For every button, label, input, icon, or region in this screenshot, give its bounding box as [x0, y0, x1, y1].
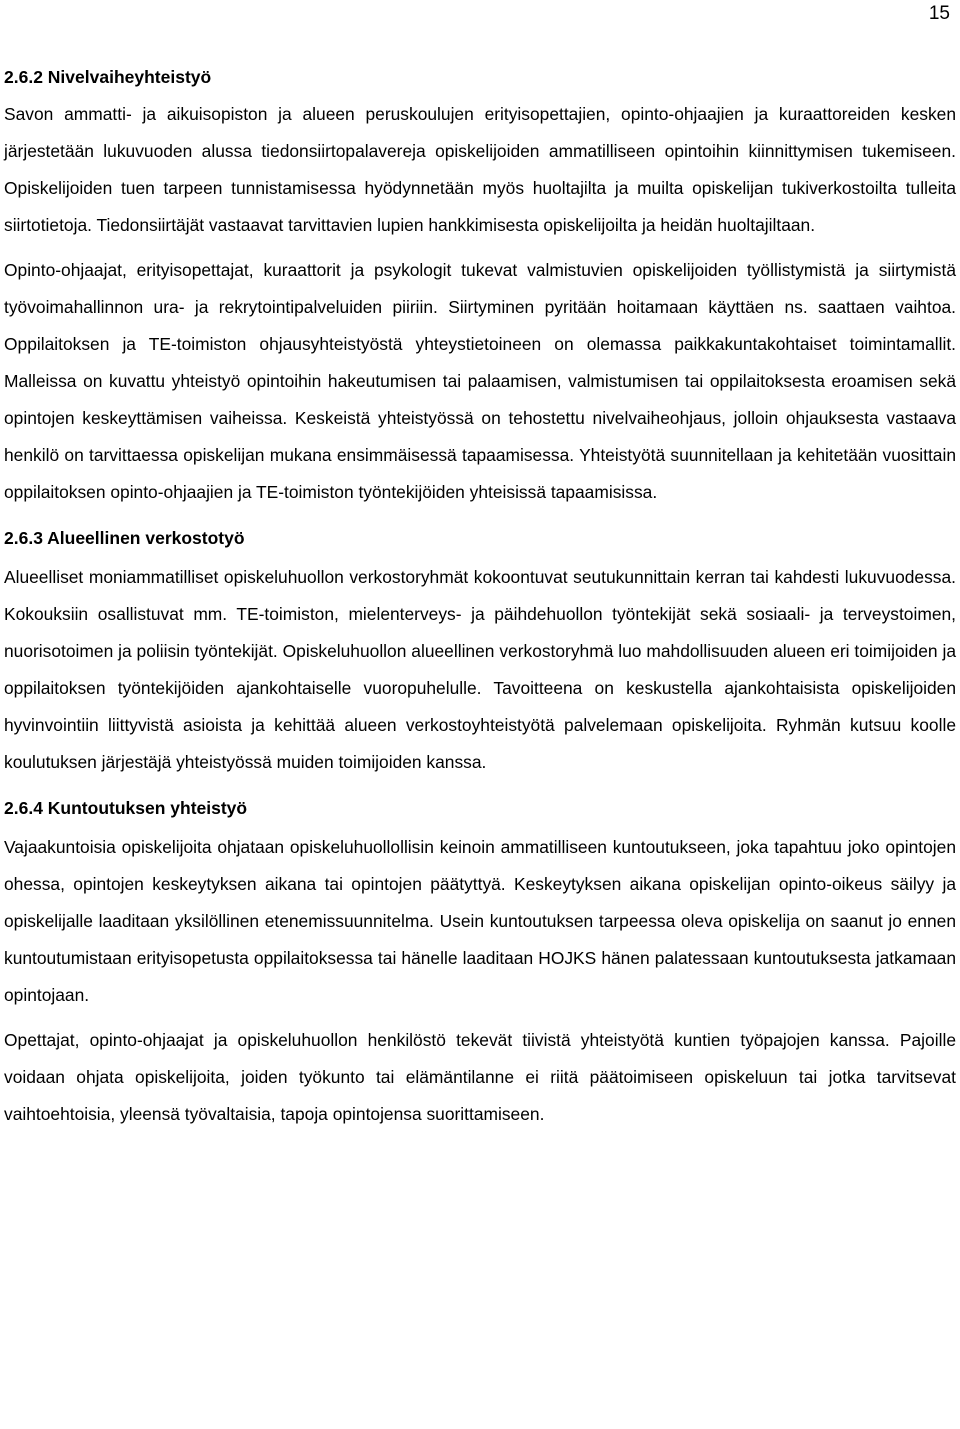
paragraph: Opettajat, opinto-ohjaajat ja opiskeluhuollon henkilöstö tekevät tiivistä yhteistyötä kuntien työpajojen kanssa. Pajoille voidaan ohjata opiskelijoita, joiden työkunto tai elämäntilanne ei riitä päätoimiseen opiskeluun tai jotka tarvitsevat vaihtoehtoisia, yleensä työvaltaisia, tapoja opintojensa suorittamiseen. — [4, 1030, 956, 1124]
section-2-6-2 — [4, 62, 956, 511]
section-heading-2-6-4: 2.6.4 Kuntoutuksen yhteistyö — [4, 798, 248, 818]
section-2-6-4 — [4, 793, 956, 1133]
section-2-6-3 — [4, 523, 956, 781]
section-heading-2-6-2: 2.6.2 Nivelvaiheyhteistyö — [4, 67, 212, 87]
paragraph: Vajaakuntoisia opiskelijoita ohjataan opiskeluhuollollisin keinoin ammatilliseen kuntoutukseen, joka tapahtuu joko opintojen ohessa, opintojen keskeytyksen aikana tai opintojen päätyttyä. Keskeytyksen aikana opiskelijan opinto-oikeus säilyy ja opiskelijalle laaditaan yksilöllinen etenemissuunnitelma. Usein kuntoutuksen tarpeessa oleva opiskelija on saanut jo ennen kuntoutumistaan erityisopetusta oppilaitoksessa tai hänelle laaditaan HOJKS hänen palatessaan kuntoutuksesta jatkamaan opintojaan. — [4, 837, 956, 1005]
paragraph: Opinto-ohjaajat, erityisopettajat, kuraattorit ja psykologit tukevat valmistuvien opiskelijoiden työllistymistä ja siirtymistä työvoimahallinnon ura- ja rekrytointipalveluiden piiriin. Siirtyminen pyritään hoitamaan käyttäen ns. saattaen vaihtoa. Oppilaitoksen ja TE-toimiston ohjausyhteistyöstä yhteystietoineen on olemassa paikkakuntakohtaiset toimintamallit. Malleissa on kuvattu yhteistyö opintoihin hakeutumisen tai palaamisen, valmistumisen tai oppilaitoksesta eroamisen sekä opintojen keskeyttämisen vaiheissa. Keskeistä yhteistyössä on tehostettu nivelvaiheohjaus, jolloin ohjauksesta vastaava henkilö on tarvittaessa opiskelijan mukana ensimmäisessä tapaamisessa. Yhteistyötä suunnitellaan ja kehitetään vuosittain oppilaitoksen opinto-ohjaajien ja TE-toimiston työntekijöiden yhteisissä tapaamisissa. — [4, 260, 956, 502]
paragraph: Savon ammatti- ja aikuisopiston ja alueen peruskoulujen erityisopettajien, opinto-ohjaajien ja kuraattoreiden kesken järjestetään lukuvuoden alussa tiedonsiirtopalavereja opiskelijoiden ammatilliseen opintoihin kiinnittymisen tukemiseen. Opiskelijoiden tuen tarpeen tunnistamisessa hyödynnetään myös huoltajilta ja muilta opiskelijan tukiverkostoilta tulleita siirtotietoja. Tiedonsiirtäjät vastaavat tarvittavien lupien hankkimisesta opiskelijoilta ja heidän huoltajiltaan. — [4, 104, 956, 235]
paragraph: Alueelliset moniammatilliset opiskeluhuollon verkostoryhmät kokoontuvat seutukunnittain kerran tai kahdesti lukuvuodessa. Kokouksiin osallistuvat mm. TE-toimiston, mielenterveys- ja päihdehuollon työntekijät sekä sosiaali- ja terveystoimen, nuorisotoimen ja poliisin työntekijät. Opiskeluhuollon alueellinen verkostoryhmä luo mahdollisuuden alueen eri toimijoiden ja oppilaitoksen työntekijöiden ajankohtaiselle vuoropuhelulle. Tavoitteena on keskustella ajankohtaisista opiskelijoiden hyvinvointiin liittyvistä asioista ja kehittää alueen verkostoyhteistyötä palvelemaan opiskelijoita. Ryhmän kutsuu koolle koulutuksen järjestäjä yhteistyössä muiden toimijoiden kanssa. — [4, 567, 956, 772]
page-number: 15 — [928, 3, 950, 24]
page-content — [4, 62, 956, 1141]
section-heading-2-6-3: 2.6.3 Alueellinen verkostotyö — [4, 528, 245, 548]
